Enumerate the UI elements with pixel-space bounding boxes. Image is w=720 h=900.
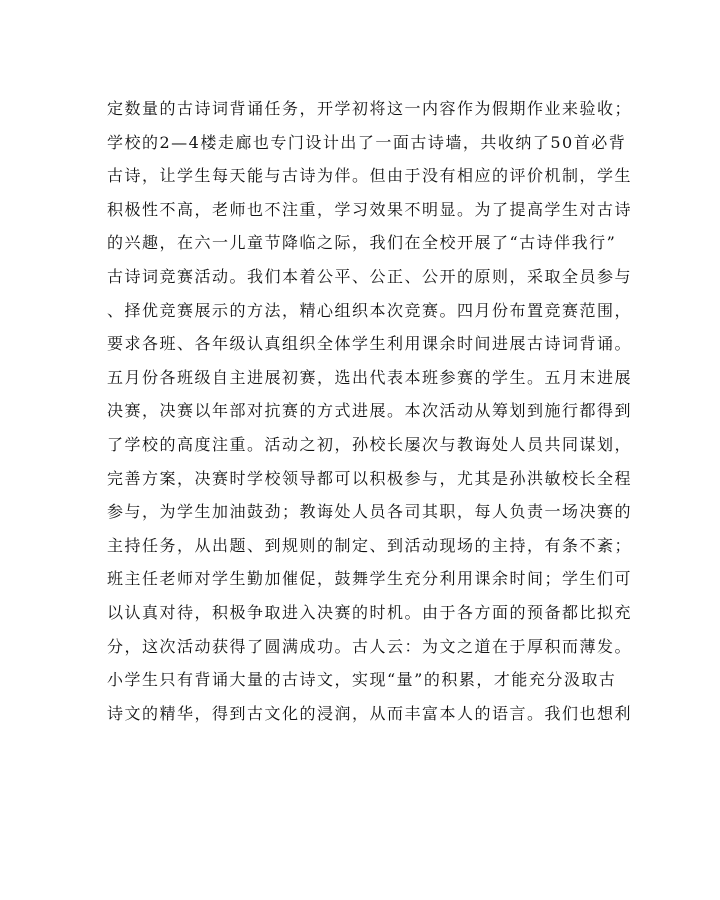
text-line: 要求各班、各年级认真组织全体学生利用课余时间进展古诗词背诵。 (107, 334, 633, 354)
text-line: 五月份各班级自主进展初赛，选出代表本班参赛的学生。五月末进展 (107, 367, 633, 387)
text-line: 定数量的古诗词背诵任务，开学初将这一内容作为假期作业来验收； (107, 99, 633, 118)
text-line: 了学校的高度注重。活动之初，孙校长屡次与教诲处人员共同谋划， (107, 434, 633, 454)
body-paragraph (107, 92, 633, 730)
text-line: 参与，为学生加油鼓劲；教诲处人员各司其职，每人负责一场决赛的 (107, 502, 633, 522)
text-line: 诗文的精华，得到古文化的浸润，从而丰富本人的语言。我们也想利 (107, 703, 633, 723)
text-line: 古诗，让学生每天能与古诗为伴。但由于没有相应的评价机制，学生 (107, 166, 633, 186)
text-line: 的兴趣，在六一儿童节降临之际，我们在全校开展了“古诗伴我行” (107, 233, 617, 253)
text-line: 以认真对待，积极争取进入决赛的时机。由于各方面的预备都比拟充 (107, 602, 633, 622)
text-line: 分，这次活动获得了圆满成功。古人云：为文之道在于厚积而薄发。 (107, 636, 633, 656)
text-line: 主持任务，从出题、到规则的制定、到活动现场的主持，有条不紊； (107, 535, 633, 555)
text-line: 小学生只有背诵大量的古诗文，实现“量”的积累，才能充分汲取古 (107, 670, 617, 690)
text-line: 古诗词竞赛活动。我们本着公平、公正、公开的原则，采取全员参与 (107, 266, 633, 286)
text-line: 、择优竞赛展示的方法，精心组织本次竞赛。四月份布置竞赛范围， (107, 300, 633, 320)
text-line: 班主任老师对学生勤加催促，鼓舞学生充分利用课余时间；学生们可 (107, 569, 633, 589)
text-line: 学校的2—4楼走廊也专门设计出了一面古诗墙，共收纳了50首必背 (107, 132, 627, 152)
text-line: 完善方案，决赛时学校领导都可以积极参与，尤其是孙洪敏校长全程 (107, 468, 633, 488)
text-line: 决赛，决赛以年部对抗赛的方式进展。本次活动从筹划到施行都得到 (107, 401, 633, 421)
text-line: 积极性不高，老师也不注重，学习效果不明显。为了提高学生对古诗 (107, 199, 633, 219)
